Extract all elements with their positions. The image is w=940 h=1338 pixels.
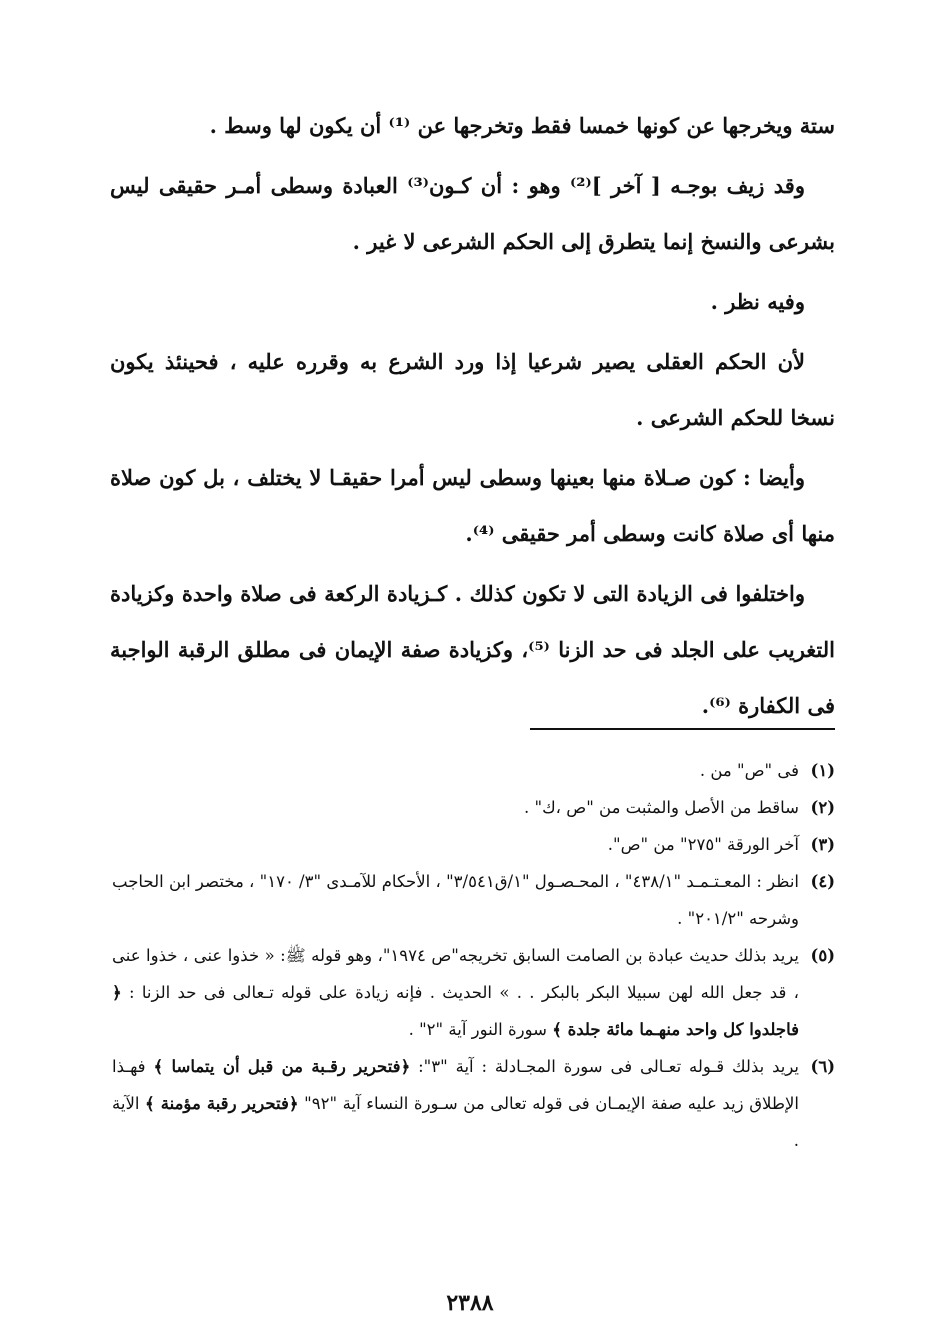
footnote-6 — [112, 1048, 835, 1159]
paragraph-5: وأيضا : كون صـلاة منها بعينها وسطى ليس أمرا حقيقـا لا يختلف ، بل كون صلاة منها أى صلاة كانت وسطى أمر حقيقى ⁽⁴⁾. — [110, 465, 835, 546]
footnote-text-part: يريد بذلك حديث عبادة بن الصامت السابق تخريجه"ص ١٩٧٤"، وهو قوله ﷺ: « خذوا عنى ، خذوا عنى ، قد جعل الله لهن سبيلا البكر بالبكر . . » الحديث . فإنه زيادة على قوله تـعالى فى حد الزنا : — [112, 946, 799, 1002]
paragraph-3: وفيه نظر . — [710, 289, 805, 314]
footnote-text: آخر الورقة "٢٧٥" من "ص". — [607, 835, 799, 854]
footnote-number: (٣) — [810, 835, 835, 854]
quran-quote: ﴿فتحرير رقـبة من قبل أن يتماسا ﴾ — [153, 1057, 411, 1076]
footnotes — [112, 752, 835, 1159]
footnote-4 — [112, 863, 835, 937]
footnote-5 — [112, 937, 835, 1048]
paragraph-1: ستة ويخرجها عن كونها خمسا فقط وتخرجها عن ⁽¹⁾ أن يكون لها وسط . — [209, 113, 835, 138]
footnote-text: انظر : المعـتـمـد "٤٣٨/١" ، المحـصـول "١/ق٣/٥٤١" ، الأحكام للآمـدى "٣/ ١٧٠" ، مختصر ابن الحاجب وشرحه "٢٠١/٢" . — [112, 872, 799, 928]
quran-quote: ﴿فتحرير رقبة مؤمنة ﴾ — [145, 1094, 299, 1113]
footnote-number: (٤) — [810, 872, 835, 891]
footnote-number: (٢) — [810, 798, 835, 817]
main-text — [110, 98, 835, 738]
footnote-text — [112, 937, 799, 1048]
quran-quote: ﴿ فاجلدوا كل واحد منهـما مائة جلدة ﴾ — [112, 983, 799, 1039]
footnote-text — [112, 1048, 799, 1159]
footnote-text-part: الآية . — [112, 1094, 799, 1150]
footnote-number: (٦) — [810, 1057, 835, 1076]
footnote-text: ساقط من الأصل والمثبت من "ص ،ك" . — [524, 798, 799, 817]
footnote-1 — [112, 752, 835, 789]
footnote-text-part: فهـذا الإطلاق زيد عليه صفة الإيمـان فى قوله تعالى من سـورة النساء آية "٩٢" — [112, 1057, 799, 1113]
footnote-number: (٥) — [810, 946, 835, 965]
footnote-text-part: سورة النور آية "٢" . — [408, 1020, 547, 1039]
footnote-3 — [112, 826, 835, 863]
footnote-divider — [530, 728, 835, 730]
footnote-number: (١) — [810, 761, 835, 780]
paragraph-2: وقد زيف بوجـه [ آخر ]⁽²⁾ وهو : أن كـون⁽³⁾ العبادة وسطى أمـر حقيقى ليس بشرعى والنسخ إنما يتطرق إلى الحكم الشرعى لا غير . — [110, 173, 835, 254]
footnote-text-part: يريد بذلك قـوله تعـالى فى سورة المجـادلة : آية "٣": — [418, 1057, 800, 1076]
page-number: ٢٣٨٨ — [446, 1290, 494, 1316]
paragraph-6: واختلفوا فى الزيادة التى لا تكون كذلك . كـزيادة الركعة فى صلاة واحدة وكزيادة التغريب على الجلد فى حد الزنا ⁽⁵⁾، وكزيادة صفة الإيمان فى مطلق الرقبة الواجبة فى الكفارة ⁽⁶⁾. — [110, 581, 835, 718]
paragraph-4: لأن الحكم العقلى يصير شرعيا إذا ورد الشرع به وقرره عليه ، فحينئذ يكون نسخا للحكم الشرعى . — [110, 349, 835, 430]
footnote-text: فى "ص" من . — [699, 761, 799, 780]
footnote-2 — [112, 789, 835, 826]
